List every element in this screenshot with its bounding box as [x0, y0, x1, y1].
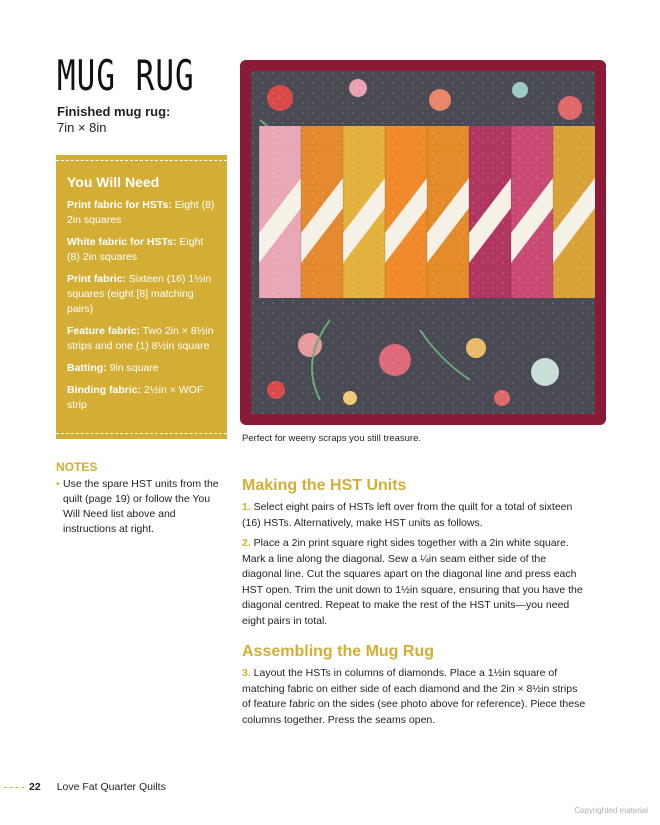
need-item-text: 2½in × WOF strip	[67, 384, 204, 411]
need-item	[67, 324, 217, 354]
need-item-label: Binding fabric:	[67, 384, 142, 396]
step-text: Place a 2in print square right sides together with a 2in white square. Mark a line along the diagonal. Sew a ¼in seam either side of the diagonal line. Cut the squares apart on the diagonal line and press each HST open. Trim the unit down to 1½in square, ensuring that you have the diagonal centred. Repeat to make the rest of the HST units—you need eight pairs in total.	[242, 537, 583, 627]
step-paragraph	[242, 536, 587, 629]
step-text: Layout the HSTs in columns of diamonds. Place a 1½in square of matching fabric on either side of each diamond and the 2in × 8½in strips of feature fabric on the sides (see photo above for reference). Piece these columns together. Press the seams open.	[242, 667, 586, 726]
finished-size-value: 7in × 8in	[57, 120, 107, 135]
need-item-text: Sixteen (16) 1½in squares (eight [8] matching pairs)	[67, 273, 212, 315]
you-will-need-heading: You Will Need	[67, 174, 160, 190]
step-number: 3.	[242, 667, 251, 679]
note-item	[56, 477, 228, 537]
note-text: Use the spare HST units from the quilt (page 19) or follow the You Will Need list above and instructions at right.	[63, 478, 219, 535]
need-item-label: Batting:	[67, 362, 107, 374]
page-title: MUG RUG	[57, 52, 195, 101]
step-paragraph	[242, 666, 587, 728]
mug-rug-photo	[240, 60, 606, 425]
step-number: 1.	[242, 501, 251, 513]
copyright-notice: Copyrighted material	[574, 806, 648, 815]
footer-dash	[4, 787, 24, 788]
section-heading-assembling: Assembling the Mug Rug	[242, 643, 434, 660]
need-item-label: White fabric for HSTs:	[67, 236, 177, 248]
you-will-need-box	[56, 155, 227, 439]
need-item-label: Print fabric for HSTs:	[67, 199, 172, 211]
need-item-label: Print fabric:	[67, 273, 126, 285]
book-title: Love Fat Quarter Quilts	[56, 781, 166, 793]
step-text: Select eight pairs of HSTs left over from the quilt for a total of sixteen (16) HSTs. Alternatively, make HST units as follows.	[242, 501, 573, 529]
step-paragraph	[242, 500, 587, 531]
page-footer	[0, 781, 166, 793]
finished-size	[57, 104, 170, 136]
section-heading-making-hst: Making the HST Units	[242, 477, 407, 494]
notes-heading: NOTES	[56, 460, 98, 474]
photo-caption: Perfect for weeny scraps you still treasure.	[242, 433, 421, 444]
need-item	[67, 383, 217, 413]
need-item	[67, 361, 217, 376]
need-item	[67, 235, 217, 265]
need-item	[67, 198, 217, 228]
need-item-text: Eight (8) 2in squares	[67, 236, 204, 263]
finished-size-label: Finished mug rug:	[57, 104, 171, 119]
need-item-text: 9in square	[106, 362, 159, 374]
bullet-icon: •	[56, 478, 60, 490]
notes-box	[56, 460, 228, 537]
need-item	[67, 272, 217, 317]
need-item-label: Feature fabric:	[67, 325, 140, 337]
step-number: 2.	[242, 537, 251, 549]
need-item-text: Eight (8) 2in squares	[67, 199, 215, 226]
need-item-text: Two 2in × 8½in strips and one (1) 8½in square	[67, 325, 214, 352]
page-number: 22	[29, 781, 41, 793]
